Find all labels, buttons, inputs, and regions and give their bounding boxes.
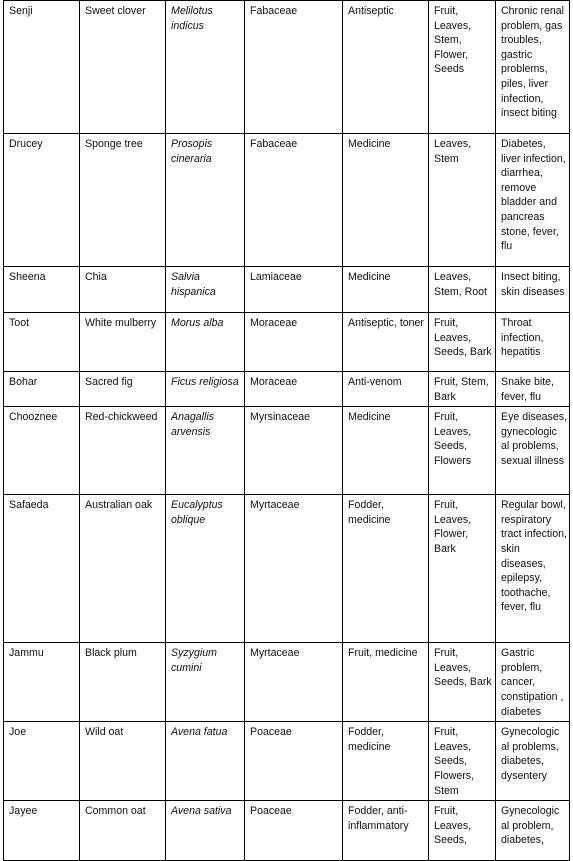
parts-cell: Leaves, Stem [429,134,496,267]
ailments-cell: Eye diseases, gynecologic al problems, sexual illness [496,407,570,495]
common-name-cell: Red-chickweed [80,407,166,495]
common-name-cell: White mulberry [80,313,166,372]
family-cell: Moraceae [245,313,343,372]
table-row [4,722,570,801]
scientific-name-cell: Syzygium cumini [166,643,245,722]
use-cell: Antiseptic, toner [343,313,429,372]
family-cell: Fabaceae [245,1,343,134]
local-name-cell: Bohar [4,372,80,407]
common-name-cell: Black plum [80,643,166,722]
common-name-cell: Australian oak [80,495,166,643]
family-cell: Myrtaceae [245,643,343,722]
common-name-cell: Sweet clover [80,1,166,134]
table-row [4,643,570,722]
scientific-name-cell: Anagallis arvensis [166,407,245,495]
ailments-cell: Diabetes, liver infection, diarrhea, remove bladder and pancreas stone, fever, flu [496,134,570,267]
parts-cell: Fruit, Stem, Bark [429,372,496,407]
parts-cell: Fruit, Leaves, Seeds, [429,801,496,861]
parts-cell: Fruit, Leaves, Stem, Flower, Seeds [429,1,496,134]
common-name-cell: Chia [80,267,166,313]
use-cell: Medicine [343,407,429,495]
parts-cell: Fruit, Leaves, Seeds, Bark [429,313,496,372]
use-cell: Medicine [343,134,429,267]
family-cell: Myrtaceae [245,495,343,643]
family-cell: Poaceae [245,722,343,801]
ailments-cell: Regular bowl, respiratory tract infection, skin diseases, epilepsy, toothache, fever, flu [496,495,570,643]
plants-table-body [4,1,570,861]
scientific-name-cell: Prosopis cineraria [166,134,245,267]
ailments-cell: Insect biting, skin diseases [496,267,570,313]
table-row [4,1,570,134]
local-name-cell: Toot [4,313,80,372]
ailments-cell: Chronic renal problem, gas troubles, gastric problems, piles, liver infection, insect biting [496,1,570,134]
parts-cell: Fruit, Leaves, Flower, Bark [429,495,496,643]
scientific-name-cell: Salvia hispanica [166,267,245,313]
parts-cell: Fruit, Leaves, Seeds, Bark [429,643,496,722]
common-name-cell: Common oat [80,801,166,861]
scientific-name-cell: Avena fatua [166,722,245,801]
local-name-cell: Chooznee [4,407,80,495]
local-name-cell: Sheena [4,267,80,313]
use-cell: Fodder, medicine [343,495,429,643]
family-cell: Myrsinaceae [245,407,343,495]
ailments-cell: Snake bite, fever, flu [496,372,570,407]
local-name-cell: Safaeda [4,495,80,643]
ailments-cell: Gynecologic al problem, diabetes, [496,801,570,861]
local-name-cell: Senji [4,1,80,134]
common-name-cell: Sacred fig [80,372,166,407]
table-row [4,313,570,372]
use-cell: Fodder, anti-inflammatory [343,801,429,861]
parts-cell: Fruit, Leaves, Seeds, Flowers, Stem [429,722,496,801]
family-cell: Poaceae [245,801,343,861]
parts-cell: Leaves, Stem, Root [429,267,496,313]
scientific-name-cell: Morus alba [166,313,245,372]
table-row [4,801,570,861]
scientific-name-cell: Eucalyptus oblique [166,495,245,643]
local-name-cell: Drucey [4,134,80,267]
common-name-cell: Sponge tree [80,134,166,267]
scientific-name-cell: Ficus religiosa [166,372,245,407]
table-row [4,267,570,313]
family-cell: Lamiaceae [245,267,343,313]
local-name-cell: Jammu [4,643,80,722]
family-cell: Moraceae [245,372,343,407]
use-cell: Antiseptic [343,1,429,134]
table-row [4,372,570,407]
use-cell: Medicine [343,267,429,313]
local-name-cell: Joe [4,722,80,801]
plants-table [3,0,570,861]
ailments-cell: Throat infection, hepatitis [496,313,570,372]
use-cell: Fruit, medicine [343,643,429,722]
parts-cell: Fruit, Leaves, Seeds, Flowers [429,407,496,495]
scientific-name-cell: Melilotus indicus [166,1,245,134]
ailments-cell: Gynecologic al problems, diabetes, dysentery [496,722,570,801]
use-cell: Anti-venom [343,372,429,407]
family-cell: Fabaceae [245,134,343,267]
table-row [4,134,570,267]
ailments-cell: Gastric problem, cancer, constipation , diabetes [496,643,570,722]
local-name-cell: Jayee [4,801,80,861]
table-row [4,407,570,495]
common-name-cell: Wild oat [80,722,166,801]
table-row [4,495,570,643]
use-cell: Fodder, medicine [343,722,429,801]
scientific-name-cell: Avena sativa [166,801,245,861]
